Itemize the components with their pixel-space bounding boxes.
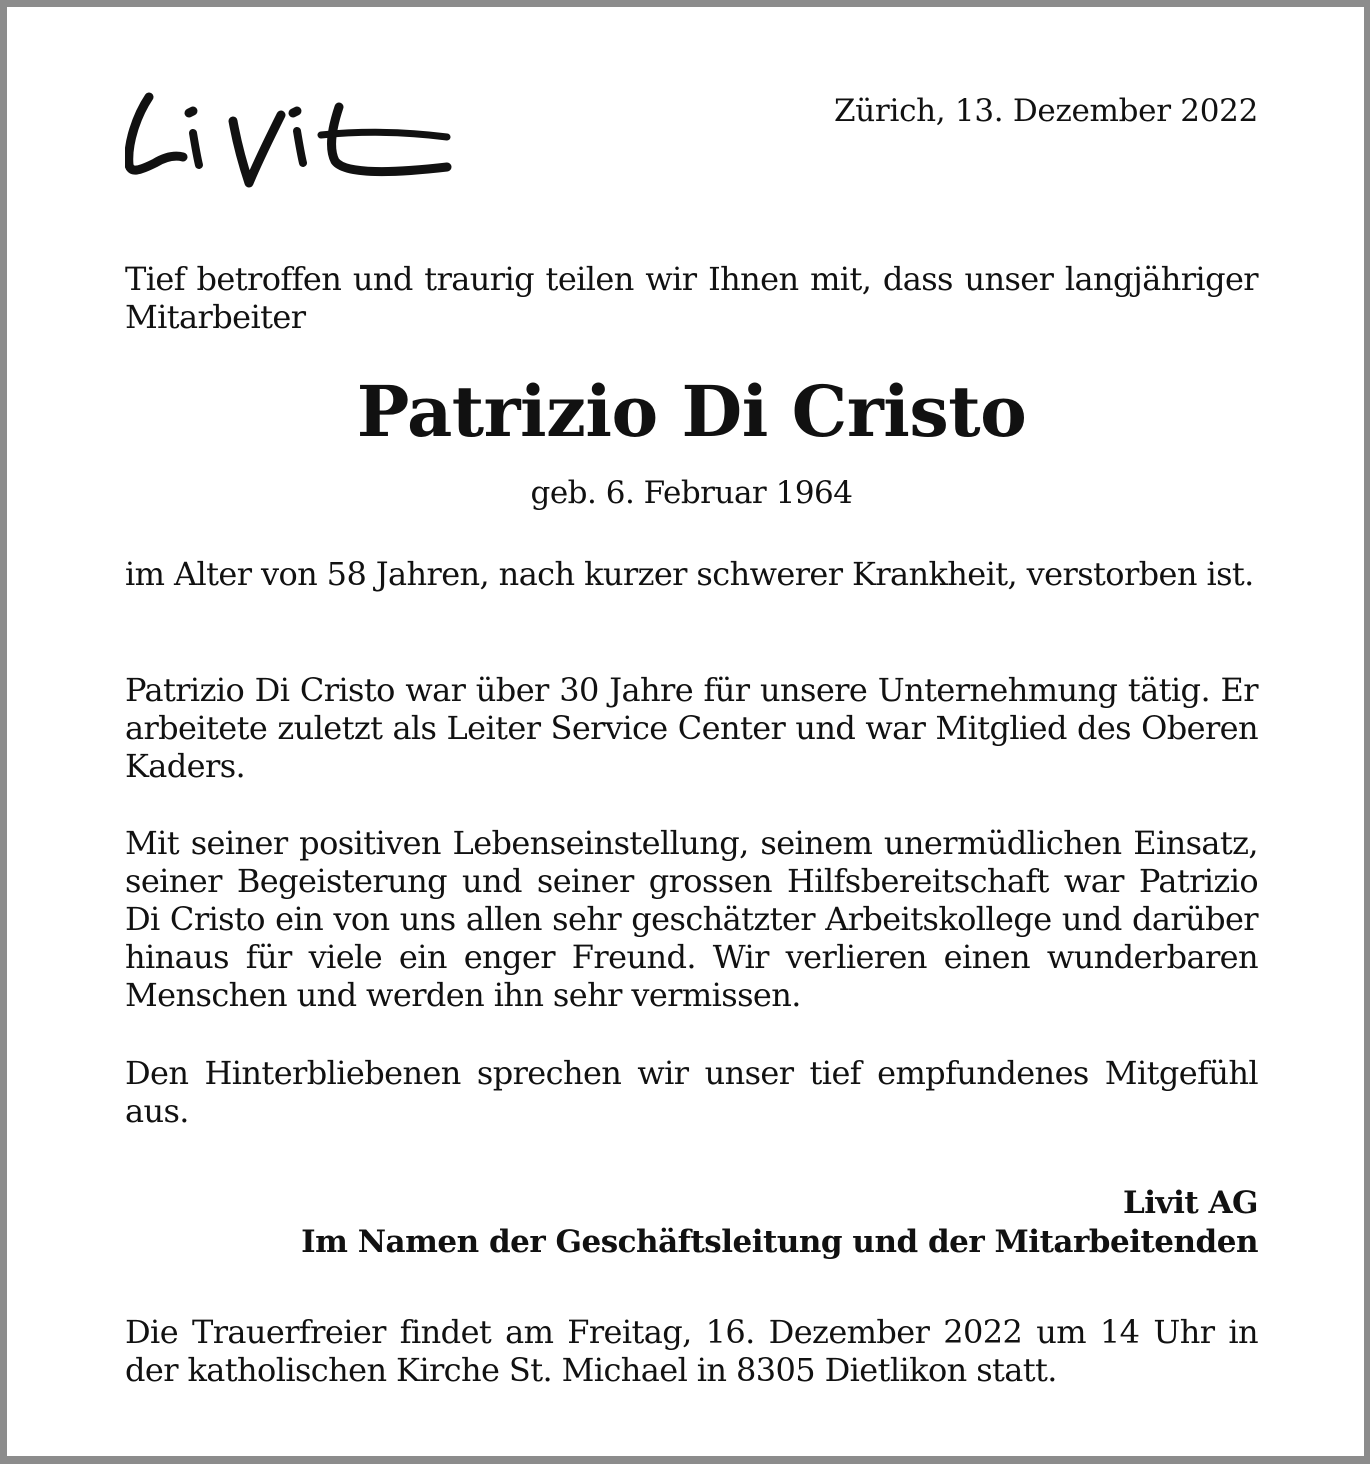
intro-paragraph: Tief betroffen und traurig teilen wir Ihnen mit, dass unser langjähriger Mitarbeiter xyxy=(125,260,1258,336)
funeral-paragraph: Die Trauerfreier findet am Freitag, 16. Dezember 2022 um 14 Uhr in der katholischen Kirche St. Michael in 8305 Dietlikon statt. xyxy=(125,1313,1258,1389)
career-paragraph: Patrizio Di Cristo war über 30 Jahre für unsere Unternehmung tätig. Er arbeitete zuletzt als Leiter Service Center und war Mitglied des Oberen Kaders. xyxy=(125,671,1258,785)
signature-block xyxy=(301,1184,1258,1262)
tribute-paragraph: Mit seiner positiven Lebenseinstellung, seinem unermüdlichen Einsatz, seiner Begeisterung und seiner grossen Hilfsbereitschaft war Patrizio Di Cristo ein von uns allen sehr geschätzter Arbeitskollege und darüber hinaus für viele ein enger Freund. Wir verlieren einen wunderbaren Menschen und werden ihn sehr vermissen. xyxy=(125,824,1258,1014)
company-name: Livit AG xyxy=(1122,1185,1258,1221)
age-paragraph: im Alter von 58 Jahren, nach kurzer schwerer Krankheit, verstorben ist. xyxy=(125,555,1254,593)
livit-logo xyxy=(125,85,455,195)
deceased-name: Patrizio Di Cristo xyxy=(356,370,1027,453)
condolence-paragraph: Den Hinterbliebenen sprechen wir unser tief empfundenes Mitgefühl aus. xyxy=(125,1054,1258,1130)
on-behalf-line: Im Namen der Geschäftsleitung und der Mitarbeitenden xyxy=(301,1224,1258,1260)
date-line: Zürich, 13. Dezember 2022 xyxy=(834,93,1258,129)
birth-date: geb. 6. Februar 1964 xyxy=(530,475,853,511)
